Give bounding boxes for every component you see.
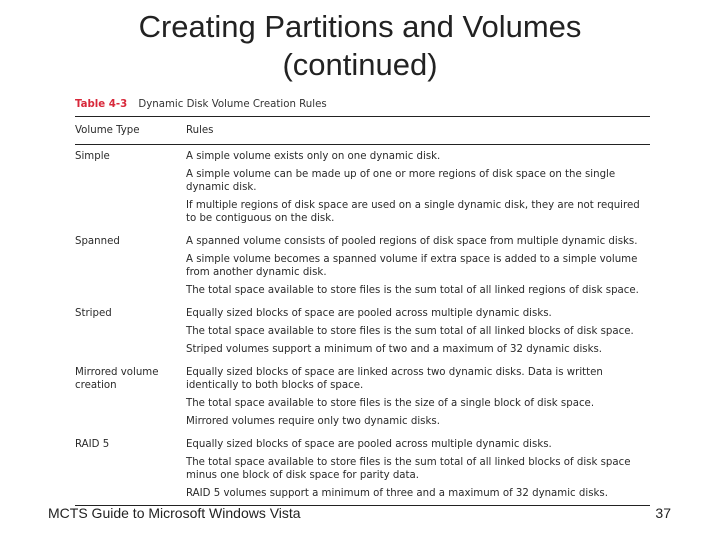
- rules-cell: [186, 235, 650, 302]
- table-row: [75, 361, 650, 433]
- table-number: Table 4-3: [75, 99, 128, 110]
- rule-text: The total space available to store files is the sum total of all linked blocks of disk space.: [186, 326, 634, 337]
- table-title: Dynamic Disk Volume Creation Rules: [138, 99, 327, 110]
- rule-text: Equally sized blocks of space are pooled across multiple dynamic disks.: [186, 439, 552, 450]
- rule-text: RAID 5 volumes support a minimum of three and a maximum of 32 dynamic disks.: [186, 488, 608, 499]
- volume-rules-table: [75, 96, 650, 506]
- page-number: 37: [655, 505, 671, 521]
- table-row: [75, 433, 650, 505]
- rule-text: Striped volumes support a minimum of two and a maximum of 32 dynamic disks.: [186, 344, 603, 355]
- rule-text: Equally sized blocks of space are linked across two dynamic disks. Data is written identically to both blocks of space.: [186, 367, 603, 391]
- rule-text: If multiple regions of disk space are used on a single dynamic disk, they are not required to be contiguous on the disk.: [186, 200, 640, 224]
- slide-title: [0, 8, 720, 84]
- rule-text: A spanned volume consists of pooled regions of disk space from multiple dynamic disks.: [186, 236, 638, 247]
- rule-text: The total space available to store files is the size of a single block of disk space.: [186, 398, 595, 409]
- rule-text: The total space available to store files is the sum total of all linked blocks of disk space minus one block of disk space for parity data.: [186, 457, 631, 481]
- table-caption: [75, 96, 650, 116]
- footer-book-title: MCTS Guide to Microsoft Windows Vista: [48, 505, 301, 521]
- volume-type-cell: Spanned: [75, 236, 120, 247]
- rule-text: Equally sized blocks of space are pooled across multiple dynamic disks.: [186, 308, 552, 319]
- rules-cell: [186, 150, 650, 230]
- slide-title-line2: (continued): [282, 47, 438, 82]
- rule-text: Mirrored volumes require only two dynamic disks.: [186, 416, 440, 427]
- rules-cell: [186, 307, 650, 361]
- volume-type-cell: Striped: [75, 308, 112, 319]
- table-body: [75, 145, 650, 505]
- rules-cell: [186, 438, 650, 505]
- rule-text: The total space available to store files is the sum total of all linked regions of disk space.: [186, 285, 639, 296]
- rule-text: A simple volume becomes a spanned volume if extra space is added to a simple volume from another dynamic disk.: [186, 254, 638, 278]
- rules-cell: [186, 366, 650, 433]
- volume-type-cell: RAID 5: [75, 439, 110, 450]
- header-volume-type: Volume Type: [75, 125, 140, 136]
- table-header: [75, 117, 650, 144]
- rule-text: A simple volume exists only on one dynamic disk.: [186, 151, 441, 162]
- volume-type-cell: Mirrored volume creation: [75, 367, 159, 391]
- slide-title-line1: Creating Partitions and Volumes: [138, 9, 582, 44]
- table-row: [75, 230, 650, 302]
- header-rules: Rules: [186, 125, 214, 136]
- table-row: [75, 145, 650, 230]
- volume-type-cell: Simple: [75, 151, 110, 162]
- rule-text: A simple volume can be made up of one or more regions of disk space on the single dynamic disk.: [186, 169, 616, 193]
- table-row: [75, 302, 650, 361]
